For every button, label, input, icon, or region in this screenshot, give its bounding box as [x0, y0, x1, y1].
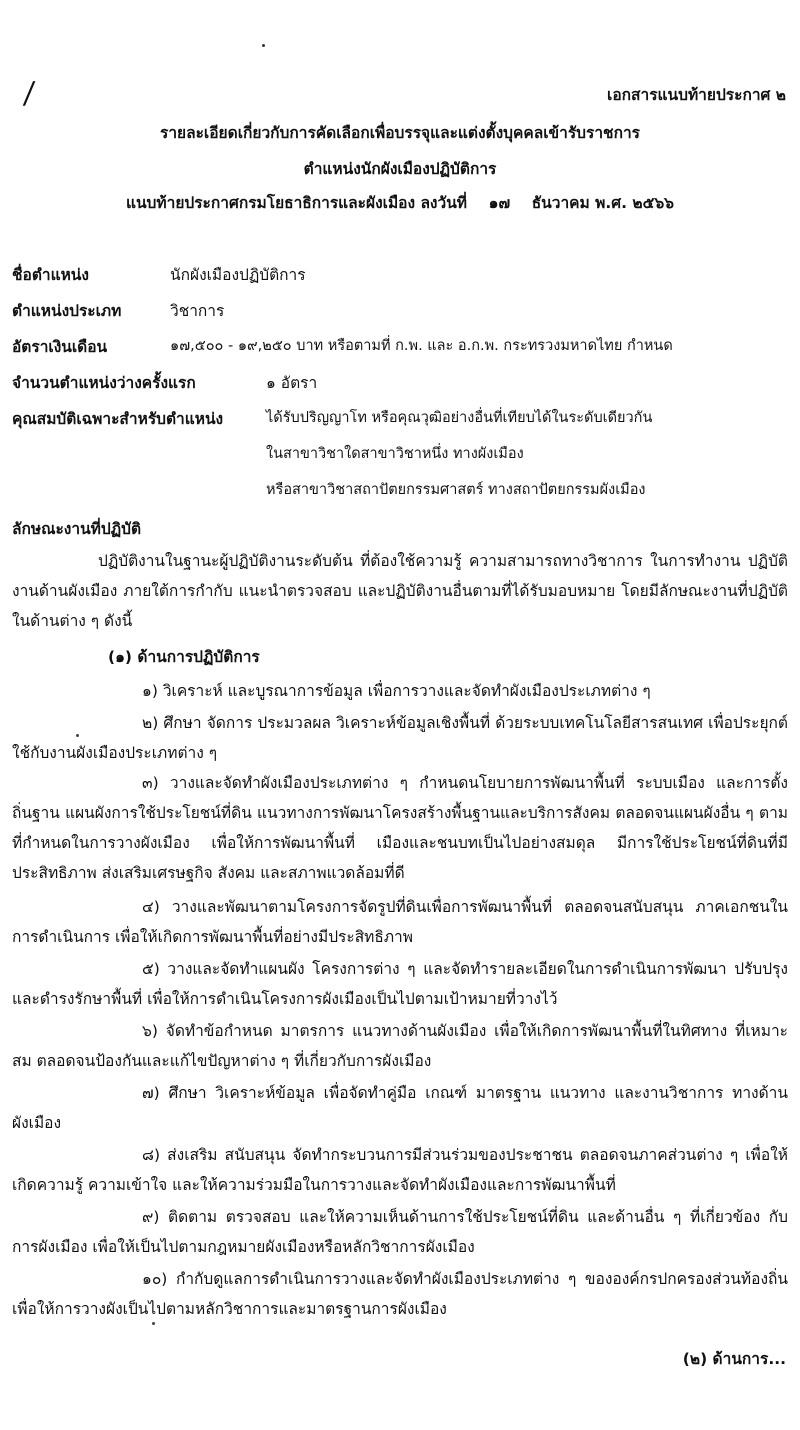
duty-item-7: ๗) ศึกษา วิเคราะห์ข้อมูล เพื่อจัดทำคู่มือ เกณฑ์ มาตรฐาน แนวทาง และงานวิชาการ ทางด้านผังเมือง: [12, 1084, 788, 1132]
duty-item-2: ๒) ศึกษา จัดการ ประมวลผล วิเคราะห์ข้อมูลเชิงพื้นที่ ด้วยระบบเทคโนโลยีสารสนเทศ เพื่อประยุกต์ใช้กับงานผังเมืองประเภทต่าง ๆ: [12, 714, 788, 762]
document-title-line1: รายละเอียดเกี่ยวกับการคัดเลือกเพื่อบรรจุและแต่งตั้งบุคคลเข้ารับราชการ: [160, 124, 640, 142]
position-name-label: ชื่อตำแหน่ง: [12, 266, 89, 284]
scan-speck: [152, 1322, 155, 1325]
qualification-line: ได้รับปริญญาโท หรือคุณวุฒิอย่างอื่นที่เทียบได้ในระดับเดียวกัน: [266, 410, 653, 426]
position-name-value: นักผังเมืองปฏิบัติการ: [170, 266, 306, 284]
qualification-line: ในสาขาวิชาใดสาขาวิชาหนึ่ง ทางผังเมือง: [266, 446, 524, 462]
qualification-label: คุณสมบัติเฉพาะสำหรับตำแหน่ง: [12, 410, 224, 428]
section1-heading: (๑) ด้านการปฏิบัติการ: [108, 648, 260, 666]
title-date-prefix: แนบท้ายประกาศกรมโยธาธิการและผังเมือง ลงวันที่: [125, 194, 468, 212]
duty-item-9: ๙) ติดตาม ตรวจสอบ และให้ความเห็นด้านการใช้ประโยชน์ที่ดิน และด้านอื่น ๆ ที่เกี่ยวข้อง กับการผังเมือง เพื่อให้เป็นไปตามกฎหมายผังเมืองหรือหลักวิชาการผังเมือง: [12, 1208, 788, 1256]
title-date-suffix: ธันวาคม พ.ศ. ๒๕๖๖: [531, 194, 675, 212]
duty-item-6: ๖) จัดทำข้อกำหนด มาตรการ แนวทางด้านผังเมือง เพื่อให้เกิดการพัฒนาพื้นที่ในทิศทาง ที่เหมาะสม ตลอดจนป้องกันและแก้ไขปัญหาต่าง ๆ ที่เกี่ยวกับการผังเมือง: [12, 1022, 788, 1070]
continuation-marker: (๒) ด้านการ...: [682, 1350, 786, 1368]
duty-item-5: ๕) วางและจัดทำแผนผัง โครงการต่าง ๆ และจัดทำรายละเอียดในการดำเนินการพัฒนา ปรับปรุง และดำรงรักษาพื้นที่ เพื่อให้การดำเนินโครงการผังเมืองเป็นไปตามเป้าหมายที่วางไว้: [12, 960, 788, 1008]
document-title-line3: [0, 190, 800, 215]
qualification-line: หรือสาขาวิชาสถาปัตยกรรมศาสตร์ ทางสถาปัตยกรรมผังเมือง: [266, 482, 646, 498]
title-date-day: ๑๗: [488, 194, 511, 212]
attachment-label: เอกสารแนบท้ายประกาศ ๒: [607, 86, 786, 104]
handwritten-slash-mark: /: [22, 76, 36, 111]
document-title-line2: ตำแหน่งนักผังเมืองปฏิบัติการ: [303, 160, 497, 178]
duty-item-1: ๑) วิเคราะห์ และบูรณาการข้อมูล เพื่อการวางและจัดทำผังเมืองประเภทต่าง ๆ: [142, 682, 651, 700]
scan-speck: [262, 44, 265, 47]
vacancy-value: ๑ อัตรา: [266, 374, 318, 392]
job-description-intro: ปฏิบัติงานในฐานะผู้ปฏิบัติงานระดับต้น ที่ต้องใช้ความรู้ ความสามารถทางวิชาการ ในการทำงาน ปฏิบัติงานด้านผังเมือง ภายใต้การกำกับ แนะนำตรวจสอบ และปฏิบัติงานอื่นตามที่ได้รับมอบหมาย โดยมีลักษณะงานที่ปฏิบัติในด้านต่าง ๆ ดังนี้: [12, 552, 788, 630]
position-type-label: ตำแหน่งประเภท: [12, 302, 122, 320]
duty-item-8: ๘) ส่งเสริม สนับสนุน จัดทำกระบวนการมีส่วนร่วมของประชาชน ตลอดจนภาคส่วนต่าง ๆ เพื่อให้เกิดความรู้ ความเข้าใจ และให้ความร่วมมือในการวางและจัดทำผังเมืองและการพัฒนาพื้นที่: [12, 1146, 788, 1194]
job-description-heading: ลักษณะงานที่ปฏิบัติ: [12, 520, 142, 538]
salary-value: ๑๗,๕๐๐ - ๑๙,๒๕๐ บาท หรือตามที่ ก.พ. และ อ.ก.พ. กระทรวงมหาดไทย กำหนด: [170, 338, 673, 354]
salary-label: อัตราเงินเดือน: [12, 338, 108, 356]
scan-speck: [76, 734, 79, 737]
duty-item-10: ๑๐) กำกับดูแลการดำเนินการวางและจัดทำผังเมืองประเภทต่าง ๆ ขององค์กรปกครองส่วนท้องถิ่น เพื่อให้การวางผังเป็นไปตามหลักวิชาการและมาตรฐานการผังเมือง: [12, 1270, 788, 1318]
duty-item-4: ๔) วางและพัฒนาตามโครงการจัดรูปที่ดินเพื่อการพัฒนาพื้นที่ ตลอดจนสนับสนุน ภาคเอกชนในการดำเนินการ เพื่อให้เกิดการพัฒนาพื้นที่อย่างมีประสิทธิภาพ: [12, 898, 788, 946]
vacancy-label: จำนวนตำแหน่งว่างครั้งแรก: [12, 374, 196, 392]
duty-item-3: ๓) วางและจัดทำผังเมืองประเภทต่าง ๆ กำหนดนโยบายการพัฒนาพื้นที่ ระบบเมือง และการตั้งถิ่นฐาน แผนผังการใช้ประโยชน์ที่ดิน แนวทางการพัฒนาโครงสร้างพื้นฐานและบริการสังคม ตลอดจนแผนผังอื่น ๆ ตามที่กำหนดในการวางผังเมือง เพื่อให้การพัฒนาพื้นที่ เมืองและชนบทเป็นไปอย่างสมดุล มีการใช้ประโยชน์ที่ดินที่มีประสิทธิภาพ ส่งเสริมเศรษฐกิจ สังคม และสภาพแวดล้อมที่ดี: [12, 774, 788, 882]
position-type-value: วิชาการ: [170, 302, 225, 320]
